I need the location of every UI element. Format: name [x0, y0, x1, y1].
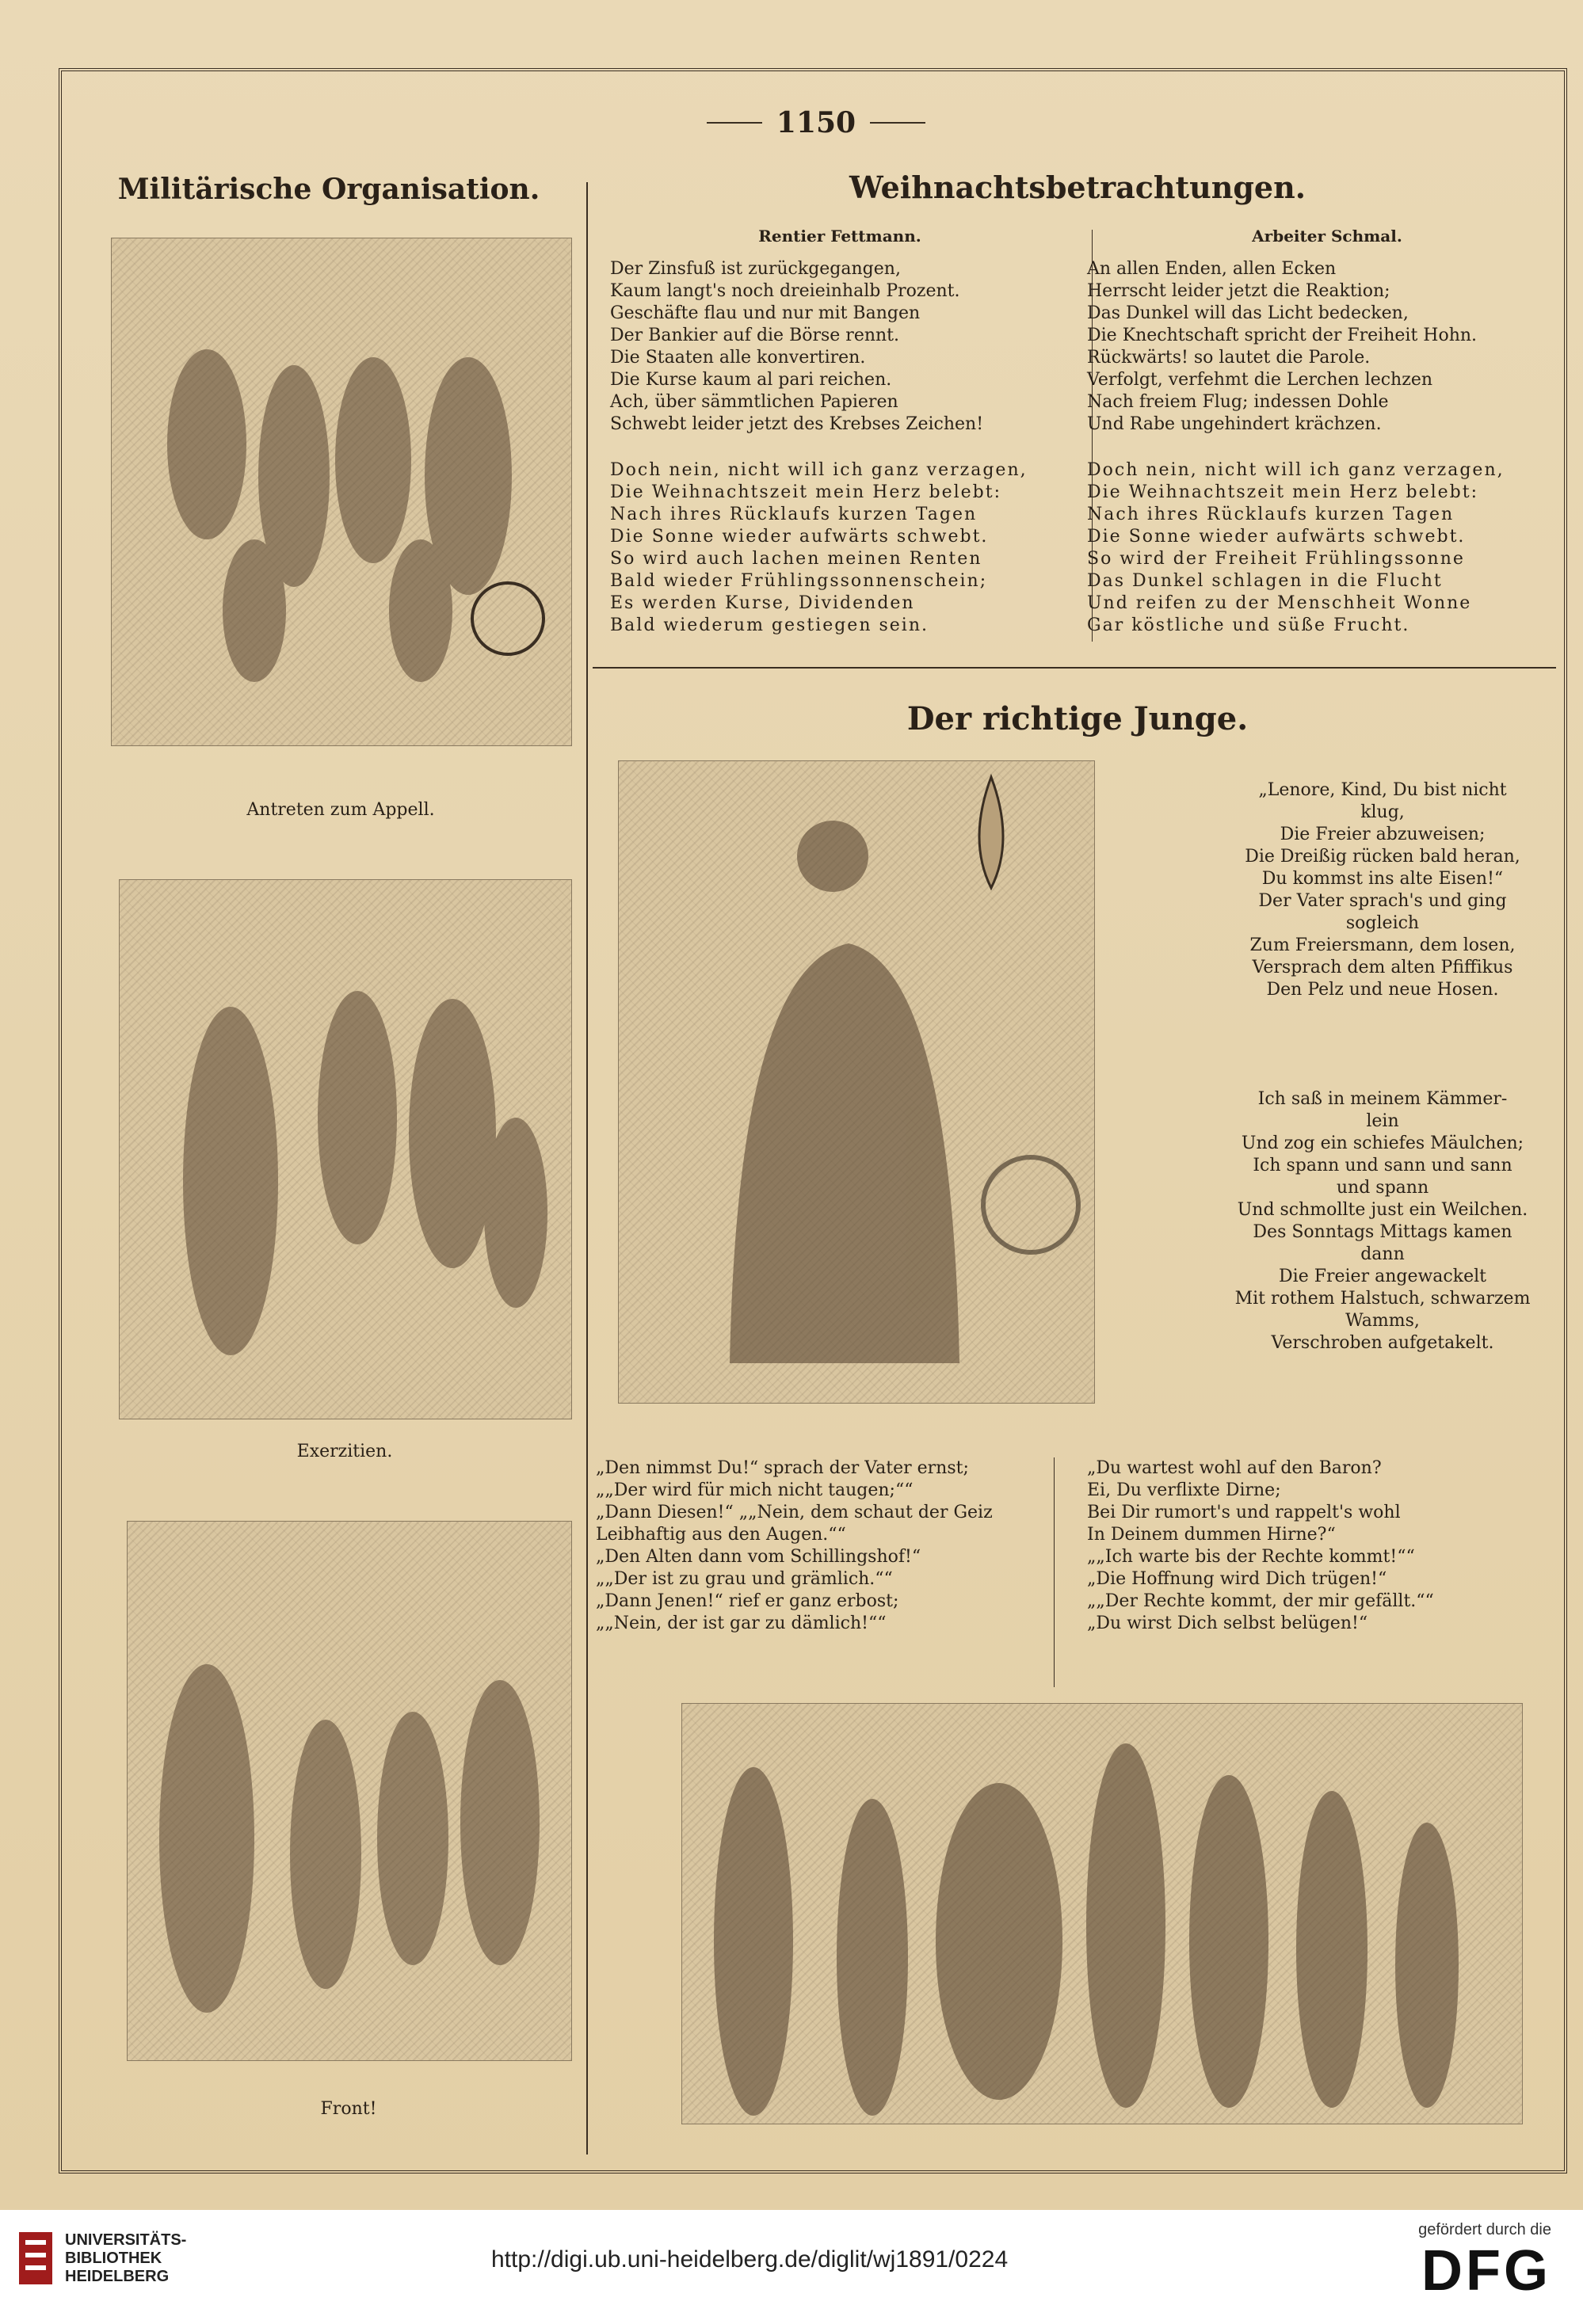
sponsor-text: gefördert durch die [1418, 2221, 1551, 2238]
illustration-spinning-woman [618, 760, 1095, 1404]
divider [707, 122, 762, 124]
illustration-front [127, 1521, 572, 2061]
col2-stanza2: Doch nein, nicht will ich ganz verzagen, Die Weihnachtszeit mein Herz belebt: Nach ihres Rücklaufs kurzen Tagen Die Sonne wieder aufwärts schwebt. So wird der Freiheit Frühlingssonne Das Dunkel schlagen in die Flucht Und reifen zu der Menschheit Wonne Gar köstliche und süße Frucht. [1087, 460, 1505, 635]
illustration-suitors [681, 1703, 1523, 2124]
junge-right-stanza2: Ich saß in meinem Kämmer- lein Und zog ein schiefes Mäulchen; Ich spann und sann und sann und spann Und schmollte just ein Weilchen. Des Sonntags Mittags kamen dann Die Freier angewackelt Mit rothem Halstuch, schwarzem Wamms, Verschroben aufgetakelt. [1234, 1089, 1531, 1353]
divider [870, 122, 925, 124]
source-url-link[interactable]: http://digi.ub.uni-heidelberg.de/diglit/wj1891/0224 [491, 2246, 1009, 2273]
illustration-appell-drawing [112, 238, 571, 745]
page-number-row [689, 103, 943, 143]
col1-head: Rentier Fettmann. [758, 227, 921, 246]
university-logo[interactable] [17, 2231, 186, 2286]
logo-line: HEIDELBERG [65, 2267, 170, 2285]
christmas-title: Weihnachtsbetrachtungen. [849, 170, 1306, 205]
logo-line: UNIVERSITÄTS- [65, 2231, 187, 2249]
left-title: Militärische Organisation. [117, 173, 540, 206]
col2-stanza1: An allen Enden, allen Ecken Herrscht leider jetzt die Reaktion; Das Dunkel will das Licht bedecken, Die Knechtschaft spricht der Freiheit Hohn. Rückwärts! so lautet die Parole. Verfolgt, verfehmt die Lerchen lechzen Nach freiem Flug; indessen Dohle Und Rabe ungehindert krächzen. [1087, 259, 1478, 434]
illustration-exerzitien-drawing [120, 880, 571, 1419]
col1-stanza1: Der Zinsfuß ist zurückgegangen, Kaum langt's noch dreieinhalb Prozent. Geschäfte flau und nur mit Bangen Der Bankier auf die Börse rennt. Die Staaten alle konvertiren. Die Kurse kaum al pari reichen. Ach, über sämmtlichen Papieren Schwebt leider jetzt des Krebses Zeichen! [610, 259, 984, 434]
suitors-drawing [682, 1704, 1522, 2124]
logo-line: BIBLIOTHEK [65, 2249, 162, 2267]
column-divider [586, 182, 588, 2154]
footer-bar [0, 2210, 1583, 2324]
junge-bottom-right: „Du wartest wohl auf den Baron? Ei, Du verflixte Dirne; Bei Dir rumort's und rappelt's wohl In Deinem dummen Hirne?“ „„Ich warte bis der Rechte kommt!““ „Die Hoffnung wird Dich trügen!“ „„Der Rechte kommt, der mir gefällt.““ „Du wirst Dich selbst belügen!“ [1087, 1458, 1434, 1633]
col2-head: Arbeiter Schmal. [1252, 227, 1402, 246]
page-number: 1150 [776, 106, 856, 139]
sponsor-block[interactable] [1418, 2221, 1551, 2303]
junge-right-stanza1: „Lenore, Kind, Du bist nicht klug, Die Freier abzuweisen; Die Dreißig rücken bald heran, Du kommst ins alte Eisen!“ Der Vater sprach's und ging sogleich Zum Freiersmann, dem losen, Versprach dem alten Pfiffikus Den Pelz und neue Hosen. [1245, 780, 1520, 1000]
spinning-woman-drawing [619, 761, 1094, 1403]
library-name [65, 2231, 186, 2286]
library-seal-icon [17, 2231, 54, 2286]
caption-front: Front! [320, 2099, 377, 2119]
junge-title: Der richtige Junge. [906, 700, 1249, 737]
dfg-logo: DFG [1421, 2239, 1551, 2303]
junge-bottom-left: „Den nimmst Du!“ sprach der Vater ernst; „„Der wird für mich nicht taugen;““ „Dann Diesen!“ „„Nein, dem schaut der Geiz Leibhaftig aus den Augen.““ „Den Alten dann vom Schillingshof!“ „„Der ist zu grau und grämlich.““ „Dann Jenen!“ rief er ganz erbost; „„Nein, der ist gar zu dämlich!““ [596, 1458, 993, 1633]
illustration-appell [111, 238, 572, 746]
section-divider [593, 667, 1556, 669]
illustration-front-drawing [128, 1522, 571, 2060]
caption-exerzitien: Exerzitien. [296, 1442, 393, 1461]
illustration-exerzitien [119, 879, 572, 1419]
caption-appell: Antreten zum Appell. [246, 800, 435, 820]
col1-stanza2: Doch nein, nicht will ich ganz verzagen, Die Weihnachtszeit mein Herz belebt: Nach ihres Rücklaufs kurzen Tagen Die Sonne wieder aufwärts schwebt. So wird auch lachen meinen Renten Bald wieder Frühlingssonnenschein; Es werden Kurse, Dividenden Bald wiederum gestiegen sein. [610, 460, 1028, 635]
